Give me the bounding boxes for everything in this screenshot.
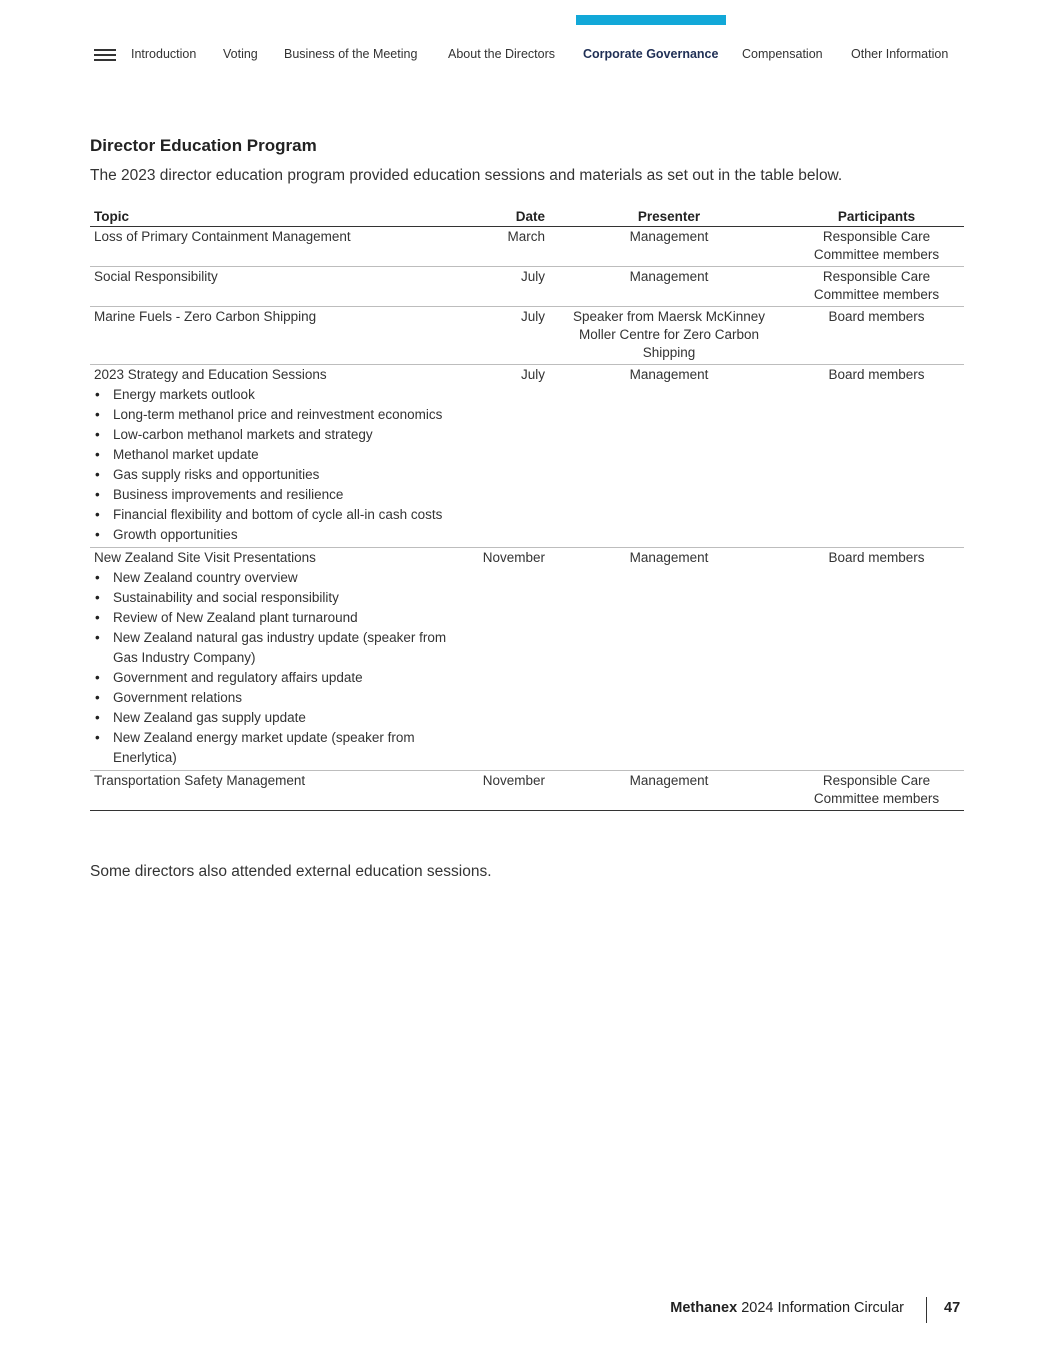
- participants-cell: Responsible Care Committee members: [789, 770, 964, 810]
- list-item: • Government and regulatory affairs update: [94, 668, 451, 688]
- topic-cell: [90, 547, 455, 770]
- topic-bullet-list: [94, 385, 451, 545]
- education-program-table: [90, 202, 964, 811]
- nav-item-other-information[interactable]: Other Information: [851, 47, 949, 61]
- topic-cell: Social Responsibility: [90, 266, 455, 306]
- participants-cell: Responsible Care Committee members: [789, 226, 964, 266]
- list-item: • Government relations: [94, 688, 451, 708]
- top-navigation: [0, 0, 1055, 80]
- presenter-cell: Management: [549, 364, 789, 547]
- participants-cell: Responsible Care Committee members: [789, 266, 964, 306]
- list-item: • Energy markets outlook: [94, 385, 451, 405]
- presenter-cell: Management: [549, 226, 789, 266]
- participants-cell: Board members: [789, 364, 964, 547]
- list-item: • Methanol market update: [94, 445, 451, 465]
- date-cell: November: [455, 547, 549, 770]
- footer-publication: [670, 1300, 904, 1316]
- table-row: [90, 226, 964, 266]
- nav-item-corporate-governance[interactable]: Corporate Governance: [583, 47, 719, 61]
- column-header-participants: Participants: [789, 202, 964, 226]
- footer-brand-name: Methanex: [670, 1300, 738, 1316]
- topic-title: New Zealand Site Visit Presentations: [94, 549, 316, 565]
- topic-bullet-list: [94, 568, 451, 768]
- list-item: • Low-carbon methanol markets and strategy: [94, 425, 451, 445]
- topic-title: 2023 Strategy and Education Sessions: [94, 366, 327, 382]
- nav-item-compensation[interactable]: Compensation: [742, 47, 823, 61]
- list-item: • Financial flexibility and bottom of cycle all-in cash costs: [94, 505, 451, 525]
- list-item: • New Zealand country overview: [94, 568, 451, 588]
- table-row: [90, 266, 964, 306]
- section-intro: The 2023 director education program provided education sessions and materials as set out in the table below.: [90, 167, 843, 184]
- list-item: • Sustainability and social responsibility: [94, 588, 451, 608]
- topic-cell: Marine Fuels - Zero Carbon Shipping: [90, 306, 455, 364]
- presenter-cell: Management: [549, 266, 789, 306]
- table-row: [90, 770, 964, 810]
- nav-item-business-of-the-meeting[interactable]: Business of the Meeting: [284, 47, 418, 61]
- list-item: • Growth opportunities: [94, 525, 451, 545]
- participants-cell: Board members: [789, 547, 964, 770]
- table-row: [90, 306, 964, 364]
- active-section-indicator: [576, 15, 726, 25]
- nav-item-about-the-directors[interactable]: About the Directors: [448, 47, 555, 61]
- date-cell: March: [455, 226, 549, 266]
- date-cell: July: [455, 266, 549, 306]
- column-header-presenter: Presenter: [549, 202, 789, 226]
- footer-publication-title: 2024 Information Circular: [741, 1300, 904, 1316]
- table-row: [90, 547, 964, 770]
- footer-divider: [926, 1297, 927, 1323]
- list-item: • Long-term methanol price and reinvestment economics: [94, 405, 451, 425]
- list-item: • Review of New Zealand plant turnaround: [94, 608, 451, 628]
- topic-cell: Transportation Safety Management: [90, 770, 455, 810]
- page-footer: [0, 1300, 1055, 1324]
- topic-cell: Loss of Primary Containment Management: [90, 226, 455, 266]
- footnote-text: Some directors also attended external education sessions.: [90, 863, 492, 880]
- page-number: 47: [944, 1300, 961, 1316]
- topic-cell: [90, 364, 455, 547]
- section-title: Director Education Program: [90, 136, 317, 155]
- list-item: • Business improvements and resilience: [94, 485, 451, 505]
- hamburger-menu-icon[interactable]: [94, 49, 116, 63]
- list-item: • New Zealand energy market update (speaker from Enerlytica): [94, 728, 451, 768]
- list-item: • New Zealand gas supply update: [94, 708, 451, 728]
- table-row: [90, 364, 964, 547]
- column-header-date: Date: [455, 202, 549, 226]
- column-header-topic: Topic: [90, 202, 455, 226]
- nav-item-introduction[interactable]: Introduction: [131, 47, 197, 61]
- presenter-cell: Management: [549, 770, 789, 810]
- participants-cell: Board members: [789, 306, 964, 364]
- date-cell: November: [455, 770, 549, 810]
- presenter-cell: Management: [549, 547, 789, 770]
- date-cell: July: [455, 306, 549, 364]
- nav-item-voting[interactable]: Voting: [223, 47, 258, 61]
- list-item: • Gas supply risks and opportunities: [94, 465, 451, 485]
- list-item: • New Zealand natural gas industry update (speaker from Gas Industry Company): [94, 628, 451, 668]
- presenter-cell: Speaker from Maersk McKinney Moller Centre for Zero Carbon Shipping: [549, 306, 789, 364]
- table-header-row: [90, 202, 964, 226]
- date-cell: July: [455, 364, 549, 547]
